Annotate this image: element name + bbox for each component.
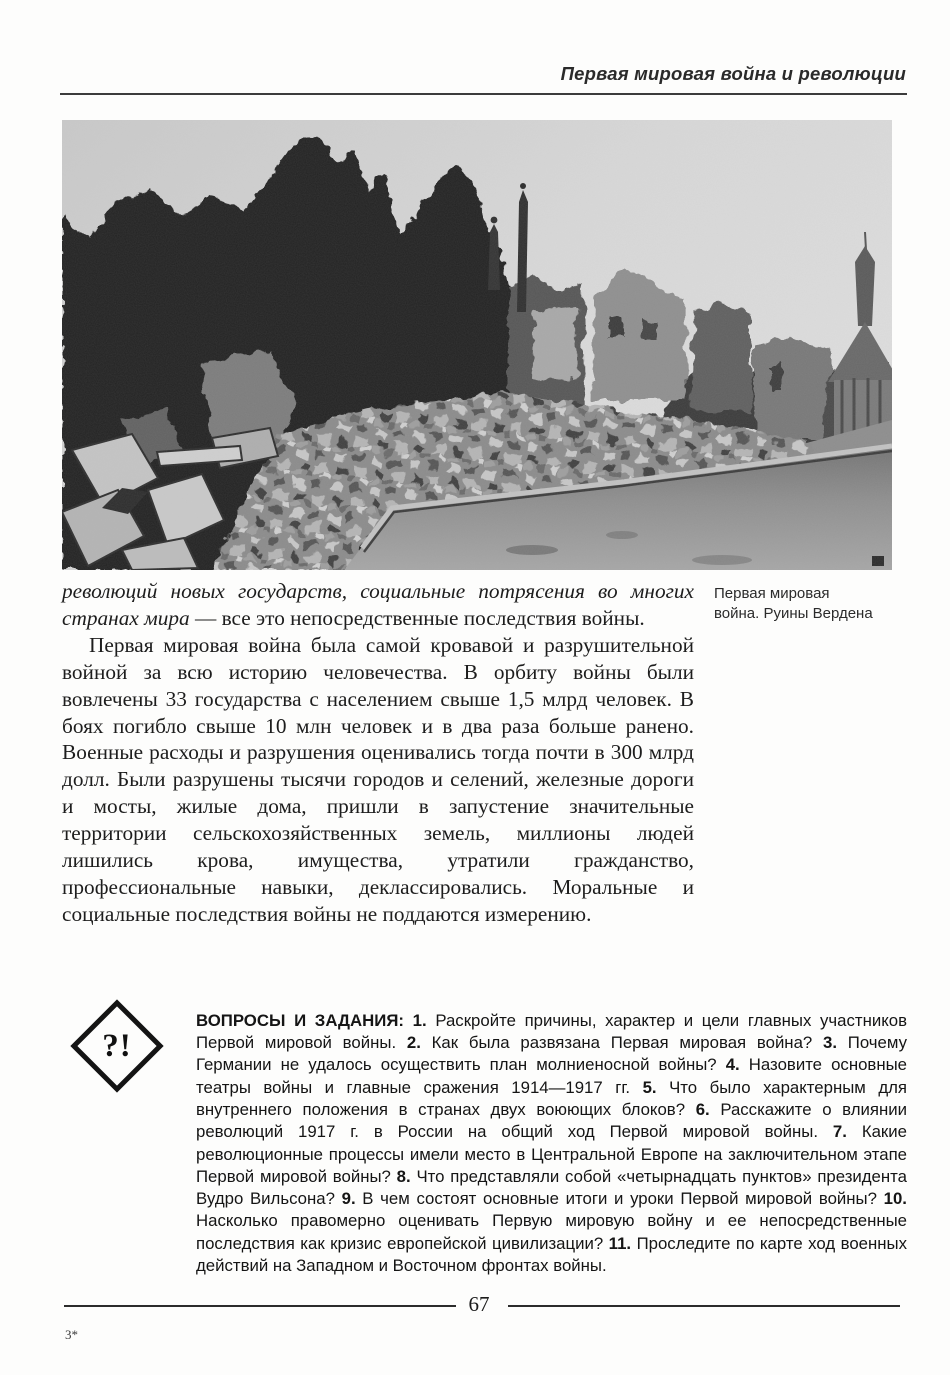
question-number: 9.: [341, 1189, 363, 1209]
question-number: 1.: [412, 1010, 436, 1030]
question-number: 4.: [725, 1055, 749, 1075]
question-number: 11.: [608, 1233, 637, 1253]
question-item-text: Проследите по карте ход военных действий на Западном и Восточном фронтах войны.: [196, 1233, 907, 1276]
question-number: 10.: [883, 1189, 907, 1209]
photo-grain-overlay: [62, 120, 892, 570]
question-number: 5.: [642, 1077, 670, 1097]
question-number: 2.: [406, 1033, 432, 1053]
paragraph-italic-lead: революций новых государств, социальные потрясения во многих странах мира: [62, 579, 694, 630]
question-item-text: Насколько правомерно оценивать Первую мировую войну и ее непосредственные последствия как кризис европейской цивилизации?: [196, 1211, 907, 1253]
question-item-text: Расскажите о влиянии революций 1917 г. в России на общий ход Первой мировой войны.: [196, 1099, 907, 1142]
question-item-text: Раскройте причины, характер и цели главных участников Первой мировой войны.: [196, 1010, 907, 1053]
question-number: 8.: [396, 1166, 417, 1186]
header-rule: [60, 93, 907, 95]
question-item-text: Какие революционные процессы имели место в Центральной Европе на заключительном этапе Первой мировой войны?: [196, 1122, 907, 1186]
running-head: Первая мировая война и революции: [560, 63, 906, 84]
photo-caption: Первая мировая война. Руины Вердена: [714, 585, 873, 622]
questions-icon-wrap: [70, 999, 162, 1091]
question-exclamation-glyphs: ?!: [102, 1027, 132, 1064]
question-item-text: В чем состоят основные итоги и уроки Первой мировой войны?: [362, 1189, 884, 1209]
paragraph-continuation: [62, 578, 694, 632]
photo-figure: [62, 120, 892, 570]
question-number: 6.: [695, 1099, 721, 1119]
page-number: 67: [468, 1292, 490, 1316]
question-item-text: Как была развязана Первая мировая война?: [431, 1033, 824, 1053]
verdun-ruins-photo-image: [62, 120, 892, 570]
question-item-text: Что было характерным для внутреннего положения в странах двух воюющих блоков?: [196, 1077, 907, 1119]
question-item-text: Назовите основные театры войны и главные сражения 1914—1917 гг.: [196, 1055, 907, 1097]
question-number: 3.: [823, 1033, 848, 1053]
question-exclamation-icon: [70, 999, 163, 1092]
questions-heading: ВОПРОСЫ И ЗАДАНИЯ:: [196, 1010, 413, 1030]
page-footer: [0, 1284, 950, 1344]
question-item-text: Почему Германии не удалось осуществить план молниеносной войны?: [196, 1033, 907, 1075]
signature-mark: 3*: [65, 1327, 78, 1342]
questions-text: [196, 1010, 907, 1278]
body-text: [62, 578, 694, 928]
footer-rule-right: [508, 1305, 900, 1307]
question-number: 7.: [832, 1122, 862, 1142]
paragraph-war-statistics: Первая мировая война была самой кровавой и разрушительной войной за всю историю человечества. В орбиту войны были вовлечены 33 государства с населением свыше 1,5 млрд человек. В боях погибло свыше 10 млн человек и в два раза больше ранено. Военные расходы и разрушения оценивались тогда почти в 300 млрд долл. Были разрушены тысячи городов и селений, железные дороги и мосты, жилые дома, пришли в запустение значительные территории сельскохозяйственных земель, миллионы людей лишились крова, имущества, утратили гражданство, профессиональные навыки, деклассировались. Моральные и социальные последствия войны не поддаются измерению.: [62, 632, 694, 926]
paragraph-regular-tail: — все это непосредственные последствия войны.: [189, 605, 645, 630]
question-item-text: Что представляли собой «четырнадцать пунктов» президента Вудро Вильсона?: [196, 1166, 907, 1209]
footer-rule-left: [64, 1305, 456, 1307]
